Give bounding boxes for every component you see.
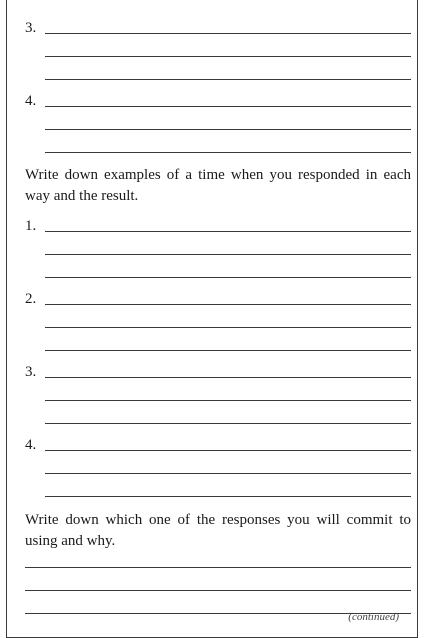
example-item-2 [25,290,411,362]
item-number: 3. [25,20,37,36]
examples-prompt: Write down examples of a time when you responded in each way and the result. [25,167,411,204]
continued-mark: (continued) [348,611,399,623]
answer-line[interactable] [45,106,411,107]
answer-line[interactable] [25,567,411,568]
example-item-4 [25,436,411,508]
answer-line[interactable] [45,423,411,424]
example-item-1 [25,217,411,289]
answer-line[interactable] [25,590,411,591]
answer-line[interactable] [45,79,411,80]
answer-line[interactable] [45,33,411,34]
answer-line[interactable] [45,129,411,130]
answer-line[interactable] [45,327,411,328]
response-item-a4 [25,92,411,164]
answer-line[interactable] [45,450,411,451]
item-number: 4. [25,93,37,109]
item-number: 1. [25,218,37,234]
commit-prompt: Write down which one of the responses you will commit to using and why. [25,512,411,549]
item-number: 2. [25,291,37,307]
answer-line[interactable] [45,304,411,305]
answer-line[interactable] [45,152,411,153]
item-number: 4. [25,437,37,453]
example-item-3 [25,363,411,435]
answer-line[interactable] [45,254,411,255]
answer-line[interactable] [45,277,411,278]
answer-line[interactable] [45,473,411,474]
item-number: 3. [25,364,37,380]
answer-line[interactable] [45,496,411,497]
answer-line[interactable] [45,377,411,378]
answer-line[interactable] [45,350,411,351]
answer-line[interactable] [45,231,411,232]
answer-line[interactable] [45,56,411,57]
answer-line[interactable] [45,400,411,401]
worksheet-page [6,0,418,638]
response-item-a3 [25,19,411,91]
